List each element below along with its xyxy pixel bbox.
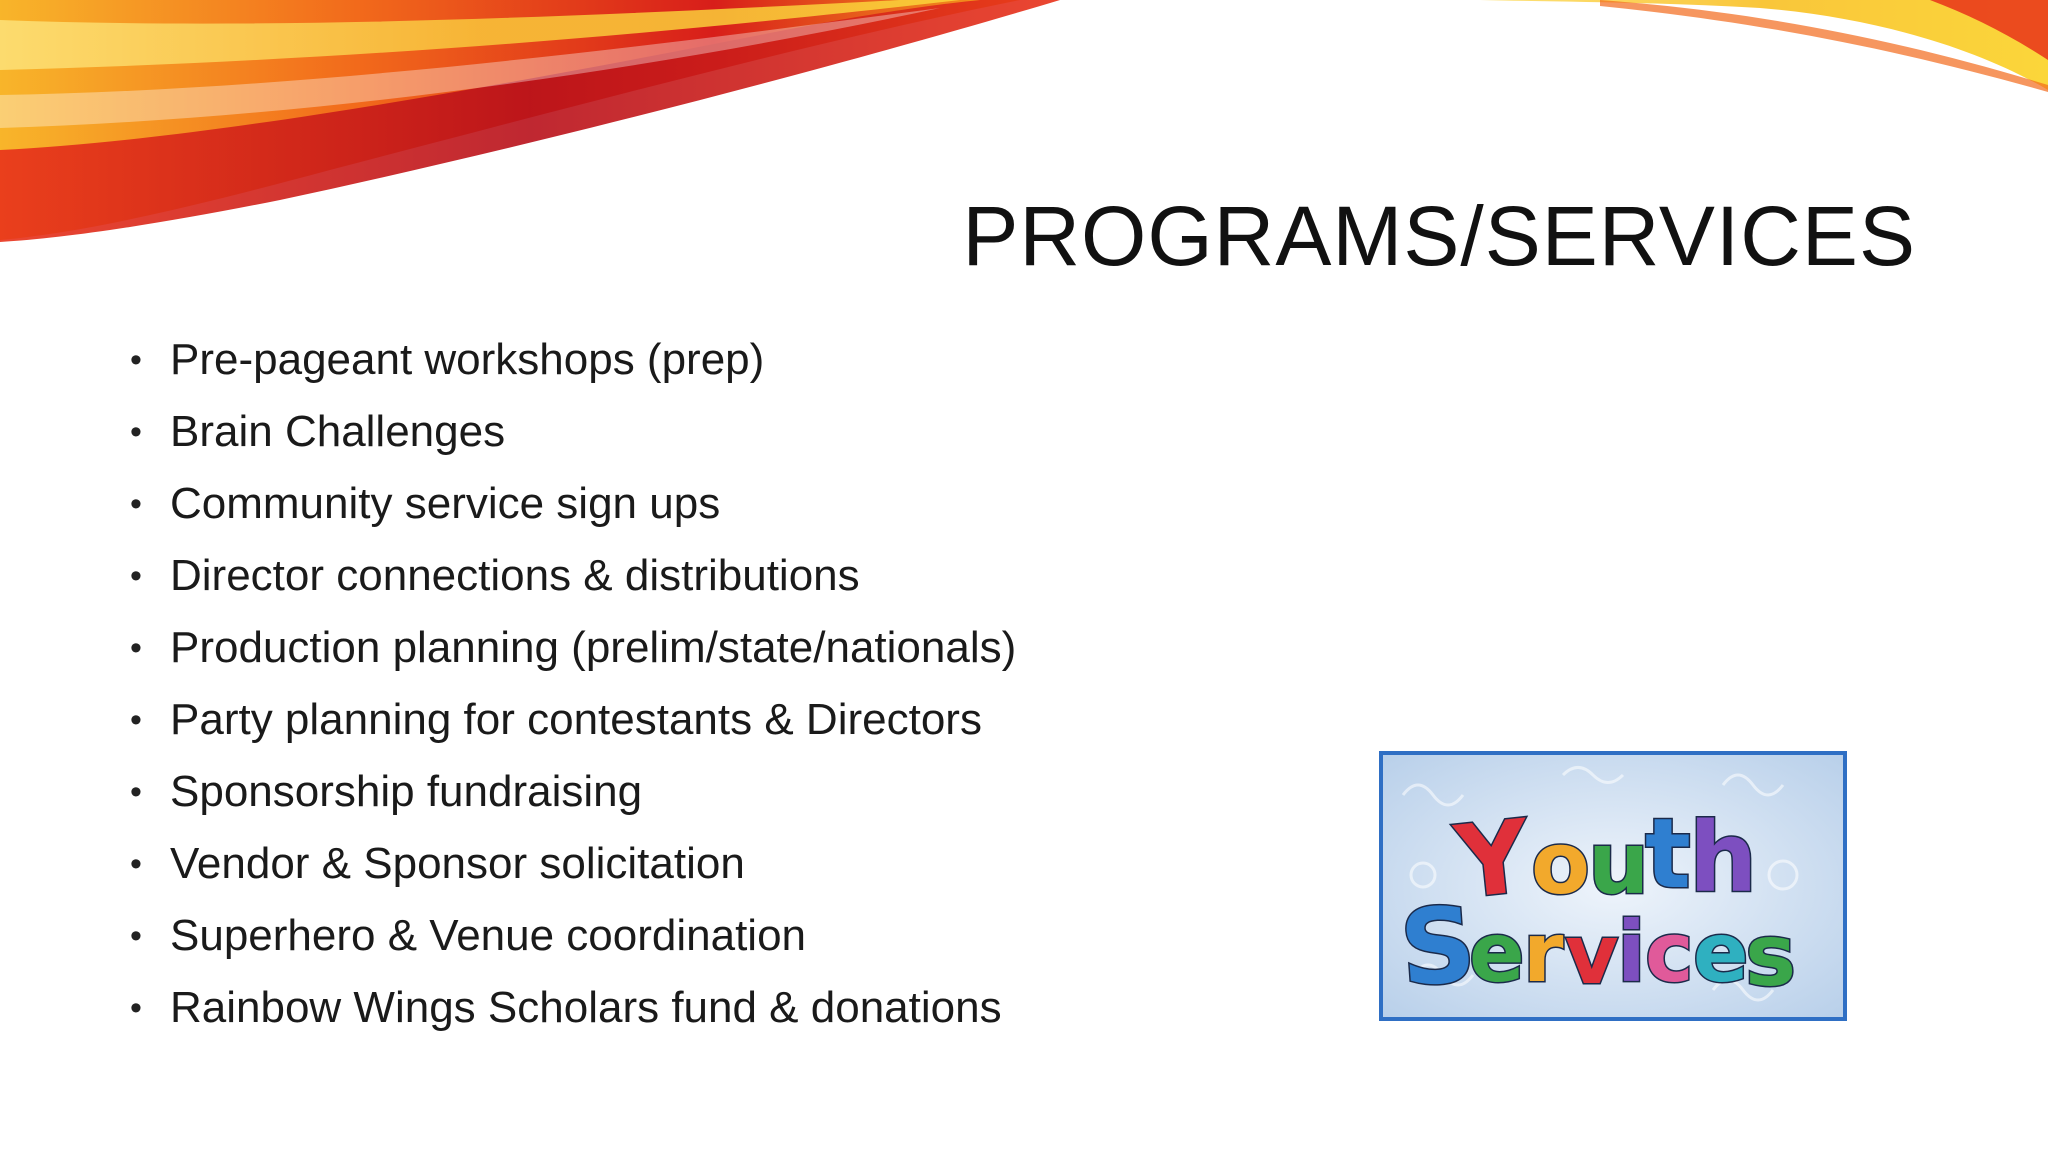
svg-text:c: c: [1645, 906, 1694, 1001]
svg-text:v: v: [1565, 908, 1619, 1003]
bullet-text: Vendor & Sponsor solicitation: [170, 839, 745, 888]
svg-text:S: S: [1396, 883, 1480, 1011]
youth-services-clipart-icon: [1379, 751, 1847, 1021]
bullet-dot-icon: •: [130, 341, 142, 379]
bullet-item: [130, 756, 1016, 828]
bullet-text: Brain Challenges: [170, 407, 506, 456]
bullet-text: Party planning for contestants & Directors: [170, 695, 982, 744]
bullet-item: [130, 612, 1016, 684]
bullet-dot-icon: •: [130, 629, 142, 667]
bullet-item: [130, 972, 1016, 1044]
svg-text:s: s: [1745, 906, 1797, 1006]
bullet-item: [130, 324, 1016, 396]
bullet-text: Community service sign ups: [170, 479, 721, 528]
bullet-text: Director connections & distributions: [170, 551, 860, 600]
bullet-text: Superhero & Venue coordination: [170, 911, 807, 960]
svg-text:Y: Y: [1450, 797, 1535, 922]
bullet-item: [130, 684, 1016, 756]
svg-text:i: i: [1617, 903, 1646, 1001]
bullet-text: Pre-pageant workshops (prep): [170, 335, 765, 384]
bullet-list: [130, 324, 1016, 1044]
bullet-dot-icon: •: [130, 485, 142, 523]
bullet-item: [130, 396, 1016, 468]
bullet-text: Sponsorship fundraising: [170, 767, 643, 816]
bullet-dot-icon: •: [130, 701, 142, 739]
svg-text:r: r: [1523, 906, 1564, 1001]
bullet-dot-icon: •: [130, 917, 142, 955]
svg-text:o: o: [1531, 814, 1591, 914]
svg-text:t: t: [1645, 798, 1691, 910]
svg-text:u: u: [1588, 814, 1650, 914]
bullet-dot-icon: •: [130, 557, 142, 595]
bullet-item: [130, 900, 1016, 972]
bullet-dot-icon: •: [130, 989, 142, 1027]
bullet-dot-icon: •: [130, 413, 142, 451]
bullet-item: [130, 540, 1016, 612]
bullet-dot-icon: •: [130, 845, 142, 883]
svg-text:e: e: [1469, 906, 1525, 1001]
bullet-item: [130, 468, 1016, 540]
svg-text:h: h: [1689, 802, 1758, 914]
svg-text:e: e: [1693, 906, 1749, 1001]
bullet-item: [130, 828, 1016, 900]
slide-title: PROGRAMS/SERVICES: [962, 189, 1916, 283]
bullet-text: Production planning (prelim/state/nationals): [170, 623, 1017, 672]
bullet-text: Rainbow Wings Scholars fund & donations: [170, 983, 1002, 1032]
bullet-dot-icon: •: [130, 773, 142, 811]
